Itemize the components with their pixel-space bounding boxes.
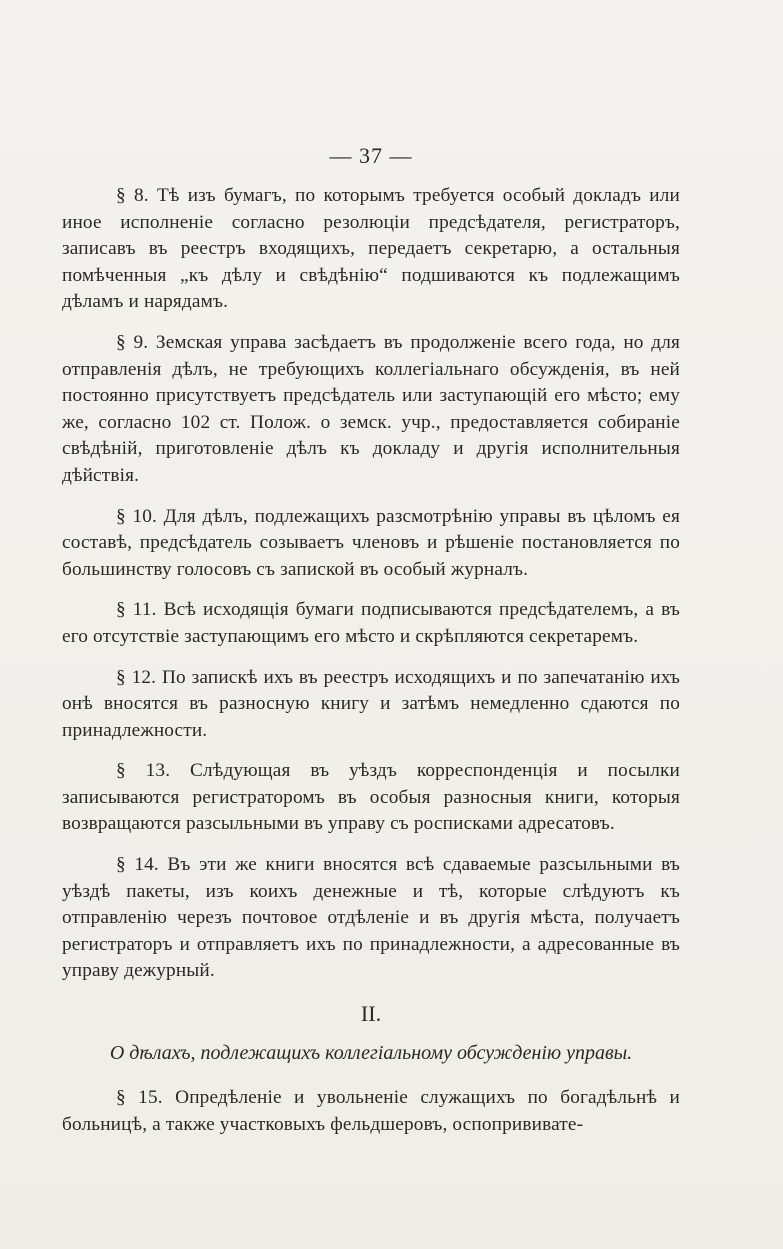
paragraph-11: § 11. Всѣ исходящія бумаги подписываются предсѣдателемъ, а въ его отсутствіе заступающимъ его мѣсто и скрѣпляются секретаремъ. — [62, 599, 680, 647]
paragraph-13: § 13. Слѣдующая въ уѣздъ корреспонденція и посылки записываются регистраторомъ въ особыя разносныя книги, которыя возвращаются разсыльными въ управу съ росписками адресатовъ. — [62, 760, 680, 835]
section-heading: О дѣлахъ, подлежащихъ коллегіальному обсужденію управы. — [109, 1042, 633, 1065]
page-number: — 37 — — [329, 143, 413, 168]
paragraph-12: § 12. По запискѣ ихъ въ реестръ исходящихъ и по запечатанію ихъ онѣ вносятся въ разносную книгу и затѣмъ немедленно сдаются по принадлежности. — [62, 666, 680, 741]
section-numeral: II. — [360, 1001, 382, 1027]
paragraph-10: § 10. Для дѣлъ, подлежащихъ разсмотрѣнію управы въ цѣломъ ея составѣ, предсѣдатель созываетъ членовъ и рѣшеніе постановляется по большинству голосовъ съ запиской въ особый журналъ. — [62, 505, 680, 580]
paragraph-9: § 9. Земская управа засѣдаетъ въ продолженіе всего года, но для отправленія дѣлъ, не требующихъ коллегіальнаго обсужденія, въ ней постоянно присутствуетъ предсѣдатель или заступающій его мѣсто; ему же, согласно 102 ст. Полож. о земск. учр., предоставляется собираніе свѣдѣній, приготовленіе дѣлъ къ докладу и другія исполнительныя дѣйствія. — [62, 331, 680, 486]
page-content — [62, 141, 680, 1152]
paragraph-15: § 15. Опредѣленіе и увольненіе служащихъ по богадѣльнѣ и больницѣ, а также участковыхъ фельдшеровъ, оспопрививате- — [62, 1087, 680, 1135]
paragraph-14: § 14. Въ эти же книги вносятся всѣ сдаваемые разсыльными въ уѣздѣ пакеты, изъ коихъ денежные и тѣ, которые слѣдуютъ къ отправленію черезъ почтовое отдѣленіе и въ другія мѣста, получаетъ регистраторъ и отправляетъ ихъ по принадлежности, а адресованные въ управу дежурный. — [62, 854, 680, 982]
paragraph-8: § 8. Тѣ изъ бумагъ, по которымъ требуется особый докладъ или иное исполненіе согласно резолюціи предсѣдателя, регистраторъ, записавъ въ реестръ входящихъ, передаетъ секретарю, а остальныя помѣченныя „къ дѣлу и свѣдѣнію“ подшиваются къ подлежащимъ дѣламъ и нарядамъ. — [62, 185, 680, 313]
